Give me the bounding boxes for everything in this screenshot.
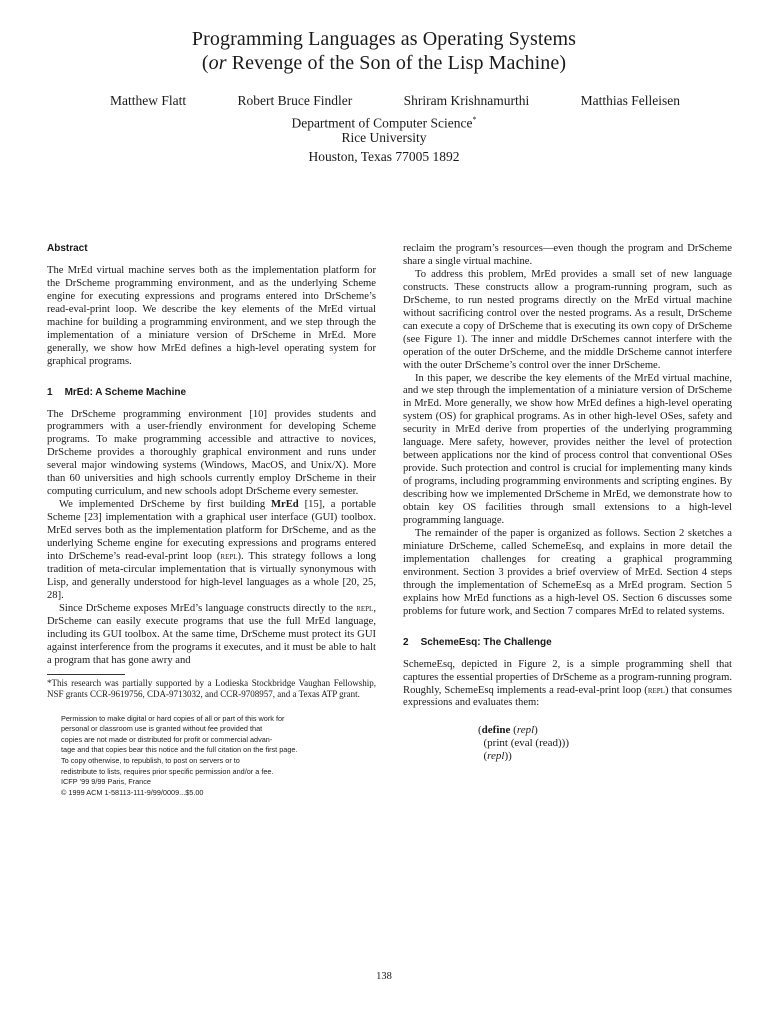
mred-term: MrEd	[271, 499, 299, 511]
section-1-paragraph-1: The DrScheme programming environment [10] provides students and programmers with a user-friendly environment for developing Scheme programs. To make programming accessible and attractive to novices, DrScheme provides a thoroughly graphical environment and runs under several major windowing systems (Windows, MacOS, and Unix/X). More than 60 universities and high schools currently employ DrScheme in their computing curriculum, and new schools adopt DrScheme every semester.	[47, 408, 376, 498]
footnote-marker: *	[472, 115, 477, 124]
affiliation-department: Department of Computer Science*	[291, 115, 477, 131]
author-1: Matthew Flatt	[110, 93, 187, 108]
right-column	[403, 243, 732, 763]
paper-subtitle: (or Revenge of the Son of the Lisp Machine)	[201, 52, 567, 74]
author-list	[110, 93, 680, 109]
right-paragraph-3: The remainder of the paper is organized as follows. Section 2 sketches a miniature DrScheme, called SchemeEsq, and explains in more detail the implementation challenges for creating a graphical programming environment. Section 3 provides a brief overview of MrEd. Section 4 steps through the implementation of SchemeEsq as a MrEd program. Section 5 explains how MrEd functions as a high-level OS. Section 6 discusses some problems for future work, and Section 7 compares MrEd to related systems.	[403, 527, 732, 617]
abstract-text: The MrEd virtual machine serves both as the implementation platform for the DrScheme programming environment, and as the underlying Scheme engine for executing expressions and programs entered into DrScheme’s read-eval-print loop. We describe the key elements of the MrEd virtual machine for building a programming environment, and we step through the implementation of a miniature version of DrScheme in MrEd. More generally, we show how MrEd defines a high-level operating system for graphical programs.	[47, 264, 376, 367]
section-2-paragraph-1: SchemeEsq, depicted in Figure 2, is a simple programming shell that captures the essential properties of DrScheme as a program-running program. Roughly, SchemeEsq implements a read-eval-print loop (repl) that consumes expressions and evaluates them:	[403, 658, 733, 709]
code-line-2: (print (eval (read)))	[483, 737, 570, 750]
page-number: 138	[376, 971, 392, 982]
right-paragraph-0: reclaim the program’s resources—even though the program and DrScheme share a single virtual machine.	[403, 243, 732, 267]
footnote-text: *This research was partially supported by a Lodieska Stockbridge Vaughan Fellowship, NSF grants CCR-9619756, CDA-9713032, and CCR-9708957, and a Texas ATP grant.	[47, 677, 376, 699]
section-1-paragraph-3: Since DrScheme exposes MrEd’s language constructs directly to the repl, DrScheme can easily execute programs that use the full MrEd language, including its GUI toolbox. At the same time, DrScheme must protect its GUI against interference from the programs it executes, and it must be able to halt a program that has gone awry and	[47, 602, 376, 666]
author-3: Shriram Krishnamurthi	[403, 93, 530, 108]
left-column	[47, 243, 376, 798]
affiliation-university: Rice University	[341, 130, 427, 145]
code-listing	[478, 724, 732, 763]
section-1-paragraph-2: We implemented DrScheme by first building MrEd [15], a portable Scheme [23] implementation with a graphical user interface (GUI) toolbox. MrEd serves both as the implementation platform for DrScheme, and as the underlying Scheme engine for executing expressions and programs entered into DrScheme’s read-eval-print loop (repl). This strategy follows a long tradition of meta-circular implementation that is virtually synonymous with Lisp, and generally understood for high-level languages as a whole [20, 25, 28].	[47, 499, 376, 601]
subtitle-or: or	[208, 52, 227, 74]
section-2-heading: 2 SchemeEsq: The Challenge	[403, 636, 552, 648]
code-line-1: (define (repl)	[478, 724, 538, 737]
footnote-rule	[47, 674, 125, 675]
affiliation-address: Houston, Texas 77005 1892	[308, 149, 460, 164]
right-paragraph-1: To address this problem, MrEd provides a small set of new language constructs. These constructs allow a program-running program, such as DrScheme, to run nested programs directly on the MrEd virtual machine without sacrificing control over the nested programs. As a result, DrScheme can execute a copy of DrScheme that is executing its own copy of DrScheme (see Figure 1). The inner and middle DrSchemes cannot interfere with the operation of the outer DrScheme, and the middle DrScheme cannot interfere with the outer DrScheme’s control over the inner DrScheme.	[403, 268, 732, 371]
right-paragraph-2: In this paper, we describe the key elements of the MrEd virtual machine, and we step through the implementation of a miniature version of DrScheme in MrEd. More generally, we show how MrEd defines a high-level operating system (OS) for graphical programs. As in other high-level OSes, safety and security in MrEd derive from properties of the underlying programming language. Mere safety, however, provides neither the level of protection between applications nor the kind of process control that conventional OSes provide. Such protection and control is crucial for implementing many kinds of programs, including programming environments and scripting engines. By describing how we implemented DrScheme in MrEd, we demonstrate how to obtain key OS facilities through small extensions to a high-level programming language.	[403, 372, 732, 527]
abstract-heading: Abstract	[47, 243, 88, 254]
author-2: Robert Bruce Findler	[237, 93, 353, 108]
section-1-heading: 1 MrEd: A Scheme Machine	[47, 386, 187, 398]
permission-notice: Permission to make digital or hard copies of all or part of this work for personal or classroom use is granted without fee provided that copies are not made or distributed for profit or commercial advan- tage and that copies bear this notice and the full citation on the first page. To copy otherwise, to republish, to post on servers or to redistribute to lists, requires prior specific permission and/or a fee. ICFP ’99 9/99 Paris, France © 1999 ACM 1-58113-111-9/99/0009...$5.00	[61, 713, 298, 797]
paper-title: Programming Languages as Operating Systems	[191, 28, 577, 50]
author-4: Matthias Felleisen	[580, 93, 680, 108]
code-line-3: (repl))	[483, 750, 512, 763]
